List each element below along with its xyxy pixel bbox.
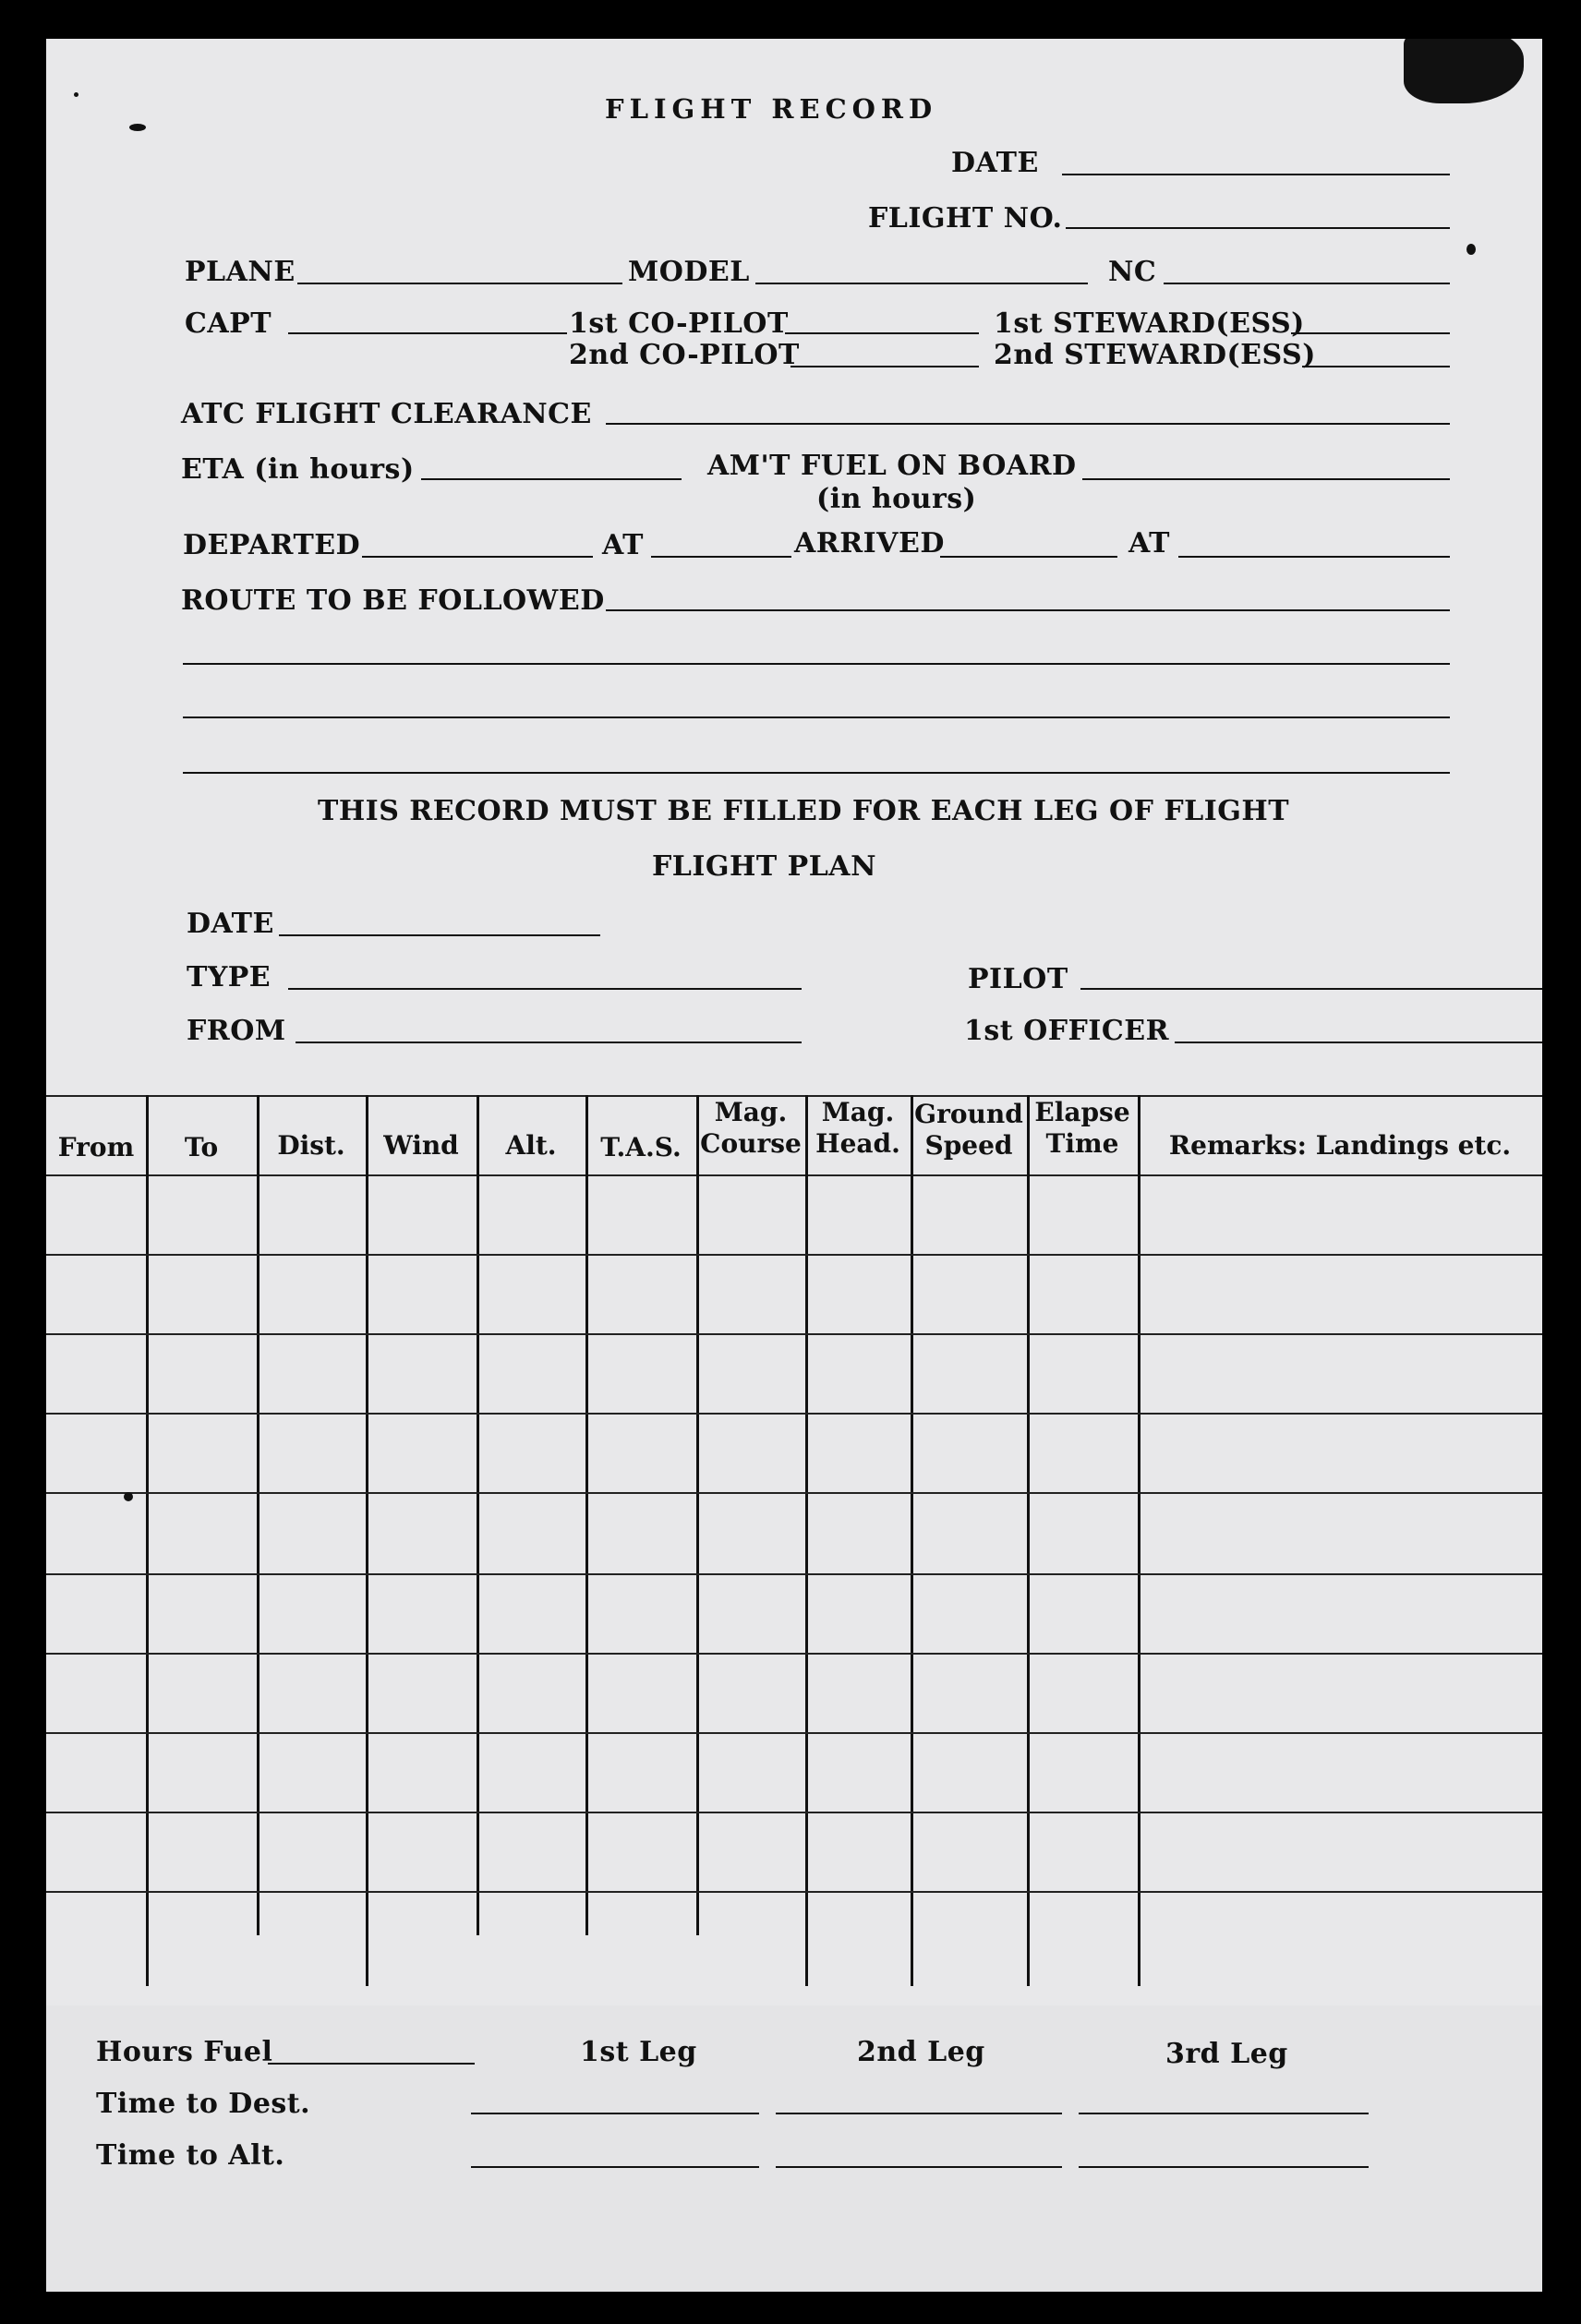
departed-field[interactable] xyxy=(362,556,593,558)
date-label: DATE xyxy=(951,147,1039,179)
flight-log-table xyxy=(46,1095,1542,2028)
col-header-from: From xyxy=(57,1132,135,1162)
table-row[interactable] xyxy=(46,1653,1542,1655)
ink-speck xyxy=(1466,244,1476,255)
plane-field[interactable] xyxy=(297,283,622,284)
column-divider xyxy=(477,1095,479,1935)
copilot1-field[interactable] xyxy=(785,332,979,334)
steward2-field[interactable] xyxy=(1302,366,1450,367)
flight-no-label: FLIGHT NO. xyxy=(868,202,1063,235)
eta-field[interactable] xyxy=(421,478,682,480)
arrived-at-label: AT xyxy=(1128,527,1170,560)
ink-speck xyxy=(124,1492,133,1501)
plan-type-label: TYPE xyxy=(187,961,272,993)
table-row[interactable] xyxy=(46,1413,1542,1415)
col-header-remarks: Remarks: Landings etc. xyxy=(1168,1130,1512,1161)
ink-speck xyxy=(129,124,146,131)
eta-label: ETA (in hours) xyxy=(181,453,415,486)
col-header-elapse-time: Elapse Time xyxy=(1034,1097,1130,1159)
model-field[interactable] xyxy=(755,283,1088,284)
plan-date-label: DATE xyxy=(187,908,274,940)
capt-field[interactable] xyxy=(288,332,567,334)
table-row[interactable] xyxy=(46,1732,1542,1734)
plan-from-field[interactable] xyxy=(296,1042,802,1043)
column-divider xyxy=(805,1095,808,1986)
column-divider xyxy=(146,1095,149,1986)
plan-from-label: FROM xyxy=(187,1015,286,1047)
hours-fuel-field[interactable] xyxy=(268,2063,475,2065)
route-line[interactable] xyxy=(183,716,1450,718)
copilot2-label: 2nd CO-PILOT xyxy=(569,339,800,371)
plane-label: PLANE xyxy=(185,256,296,288)
first-officer-label: 1st OFFICER xyxy=(964,1015,1170,1047)
col-header-wind: Wind xyxy=(383,1130,459,1161)
table-row[interactable] xyxy=(46,1492,1542,1494)
flight-no-field[interactable] xyxy=(1066,227,1450,229)
column-divider xyxy=(585,1095,588,1935)
plan-date-field[interactable] xyxy=(279,934,600,936)
route-label: ROUTE TO BE FOLLOWED xyxy=(181,584,605,617)
column-divider xyxy=(911,1095,913,1986)
atc-clearance-label: ATC FLIGHT CLEARANCE xyxy=(181,398,592,430)
arrived-label: ARRIVED xyxy=(794,527,945,560)
dest-leg2-field[interactable] xyxy=(776,2113,1062,2114)
table-row[interactable] xyxy=(46,1573,1542,1575)
table-row[interactable] xyxy=(46,1812,1542,1813)
route-field[interactable] xyxy=(606,609,1450,611)
alt-leg2-field[interactable] xyxy=(776,2166,1062,2168)
col-header-to: To xyxy=(184,1132,219,1162)
route-line[interactable] xyxy=(183,663,1450,665)
steward1-label: 1st STEWARD(ESS) xyxy=(994,307,1305,340)
dest-leg1-field[interactable] xyxy=(471,2113,759,2114)
leg3-label: 3rd Leg xyxy=(1165,2038,1288,2070)
col-header-tas: T.A.S. xyxy=(600,1132,682,1162)
leg-notice: THIS RECORD MUST BE FILLED FOR EACH LEG OF FLIGHT xyxy=(318,795,1290,827)
first-officer-field[interactable] xyxy=(1175,1042,1542,1043)
steward2-label: 2nd STEWARD(ESS) xyxy=(994,339,1316,371)
col-header-alt: Alt. xyxy=(505,1130,557,1161)
fuel-field[interactable] xyxy=(1082,478,1450,480)
flight-record-form xyxy=(46,39,1542,2292)
copilot1-label: 1st CO-PILOT xyxy=(569,307,789,340)
form-title: FLIGHT RECORD xyxy=(605,93,938,125)
pilot-label: PILOT xyxy=(968,963,1068,995)
steward1-field[interactable] xyxy=(1291,332,1450,334)
leg1-label: 1st Leg xyxy=(580,2036,697,2068)
table-header-rule xyxy=(46,1174,1542,1176)
nc-field[interactable] xyxy=(1164,283,1450,284)
fuel-sub-label: (in hours) xyxy=(816,483,977,515)
table-row[interactable] xyxy=(46,1333,1542,1335)
flight-plan-heading: FLIGHT PLAN xyxy=(652,850,877,883)
dest-leg3-field[interactable] xyxy=(1079,2113,1369,2114)
fuel-summary xyxy=(46,2005,1542,2292)
column-divider xyxy=(1138,1095,1140,1986)
table-row[interactable] xyxy=(46,1254,1542,1256)
capt-label: CAPT xyxy=(185,307,272,340)
column-divider xyxy=(1027,1095,1030,1986)
nc-label: NC xyxy=(1108,256,1157,288)
arrived-at-field[interactable] xyxy=(1178,556,1450,558)
arrived-field[interactable] xyxy=(940,556,1117,558)
torn-corner xyxy=(1404,39,1524,103)
table-row[interactable] xyxy=(46,1891,1542,1893)
col-header-mag-course: Mag. Course xyxy=(700,1097,802,1159)
hours-fuel-label: Hours Fuel xyxy=(96,2036,273,2068)
pilot-field[interactable] xyxy=(1080,988,1542,990)
leg2-label: 2nd Leg xyxy=(857,2036,985,2068)
column-divider xyxy=(696,1095,699,1935)
column-divider xyxy=(366,1095,368,1986)
time-to-dest-label: Time to Dest. xyxy=(96,2088,311,2120)
time-to-alt-label: Time to Alt. xyxy=(96,2139,285,2172)
ink-speck xyxy=(74,92,78,97)
alt-leg3-field[interactable] xyxy=(1079,2166,1369,2168)
col-header-mag-head: Mag. Head. xyxy=(815,1097,900,1159)
plan-type-field[interactable] xyxy=(288,988,802,990)
fuel-label: AM'T FUEL ON BOARD xyxy=(707,450,1077,482)
departed-at-field[interactable] xyxy=(651,556,791,558)
departed-at-label: AT xyxy=(602,529,644,561)
copilot2-field[interactable] xyxy=(790,366,979,367)
col-header-dist: Dist. xyxy=(277,1130,345,1161)
route-line[interactable] xyxy=(183,772,1450,774)
date-field[interactable] xyxy=(1062,174,1450,175)
alt-leg1-field[interactable] xyxy=(471,2166,759,2168)
col-header-ground-speed: Ground Speed xyxy=(914,1099,1023,1161)
model-label: MODEL xyxy=(628,256,750,288)
column-divider xyxy=(257,1095,259,1935)
atc-clearance-field[interactable] xyxy=(606,423,1450,425)
departed-label: DEPARTED xyxy=(183,529,361,561)
